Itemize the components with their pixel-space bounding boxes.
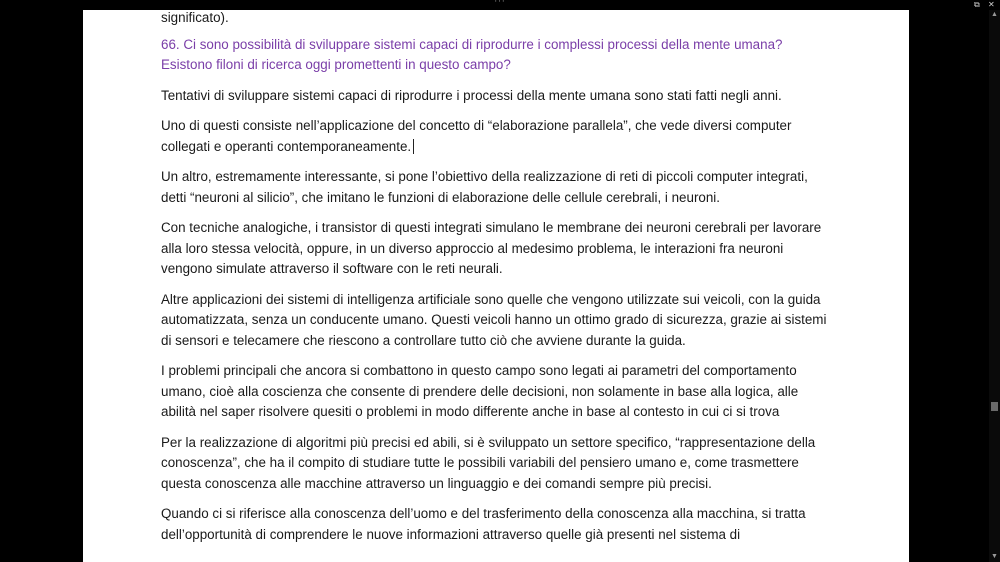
restore-icon[interactable]: ⧉ bbox=[974, 0, 980, 9]
document-page[interactable] bbox=[83, 10, 909, 562]
vertical-scrollbar[interactable] bbox=[989, 10, 1000, 562]
paragraph: Per la realizzazione di algoritmi più precisi ed abili, si è sviluppato un settore specifico, “rappresentazione della conoscenza”, che ha il compito di studiare tutte le possibili variabili del pensiero umano e, come trasmettere questa conoscenza alle macchine attraverso un linguaggio e dei comandi sempre più precisi. bbox=[161, 434, 816, 491]
paragraph: Altre applicazioni dei sistemi di intelligenza artificiale sono quelle che vengono utilizzate sui veicoli, con la guida automatizzata, senza un conducente umano. Questi veicoli hanno un ottimo grado di sicurezza, grazie ai sistemi di sensori e telecamere che riescono a controllare tutto ciò che avviene durante la guida. bbox=[161, 291, 827, 348]
close-icon[interactable]: ✕ bbox=[988, 0, 995, 9]
paragraph: significato). bbox=[161, 10, 229, 25]
paragraph-with-cursor bbox=[161, 116, 835, 157]
scrollbar-thumb[interactable] bbox=[991, 402, 998, 411]
paragraph-text: Uno di questi consiste nell’applicazione del concetto di “elaborazione parallela”, che vede diversi computer collegati e operanti contemporaneamente. bbox=[161, 118, 792, 154]
paragraph: Un altro, estremamente interessante, si pone l’obiettivo della realizzazione di reti di piccoli computer integrati, detti “neuroni al silicio”, che imitano le funzioni di elaborazione delle cellule cerebrali, i neuroni. bbox=[161, 169, 808, 205]
scroll-down-icon[interactable]: ▼ bbox=[991, 553, 998, 560]
scroll-up-icon[interactable]: ▲ bbox=[991, 11, 998, 18]
question-heading: 66. Ci sono possibilità di sviluppare sistemi capaci di riprodurre i complessi processi della mente umana? Esistono filoni di ricerca oggi promettenti in questo campo? bbox=[161, 36, 783, 72]
paragraph: Con tecniche analogiche, i transistor di questi integrati simulano le membrane dei neuroni cerebrali per lavorare alla loro stessa velocità, oppure, in un diverso approccio al medesimo problema, le interazioni fra neuroni vengono simulate attraverso il software con le reti neurali. bbox=[161, 220, 822, 276]
paragraph: I problemi principali che ancora si combattono in questo campo sono legati ai parametri del comportamento umano, cioè alla coscienza che consente di prendere delle decisioni, non solamente in base alla logica, alle abilità nel saper risolvere quesiti o problemi in modo differente anche in base al contesto in cui ci si trova bbox=[161, 363, 799, 419]
paragraph: Tentativi di sviluppare sistemi capaci di riprodurre i processi della mente umana sono stati fatti negli anni. bbox=[161, 87, 782, 103]
paragraph: Quando ci si riferisce alla conoscenza dell’uomo e del trasferimento della conoscenza alla macchina, si tratta dell’opportunità di comprendere le nuove informazioni attraverso quelle già presenti nel sistema di bbox=[161, 506, 806, 542]
document-body[interactable] bbox=[161, 10, 835, 555]
drag-handle-icon[interactable]: ··· bbox=[494, 0, 506, 7]
text-cursor bbox=[413, 139, 414, 154]
window-title-bar bbox=[0, 0, 1000, 10]
